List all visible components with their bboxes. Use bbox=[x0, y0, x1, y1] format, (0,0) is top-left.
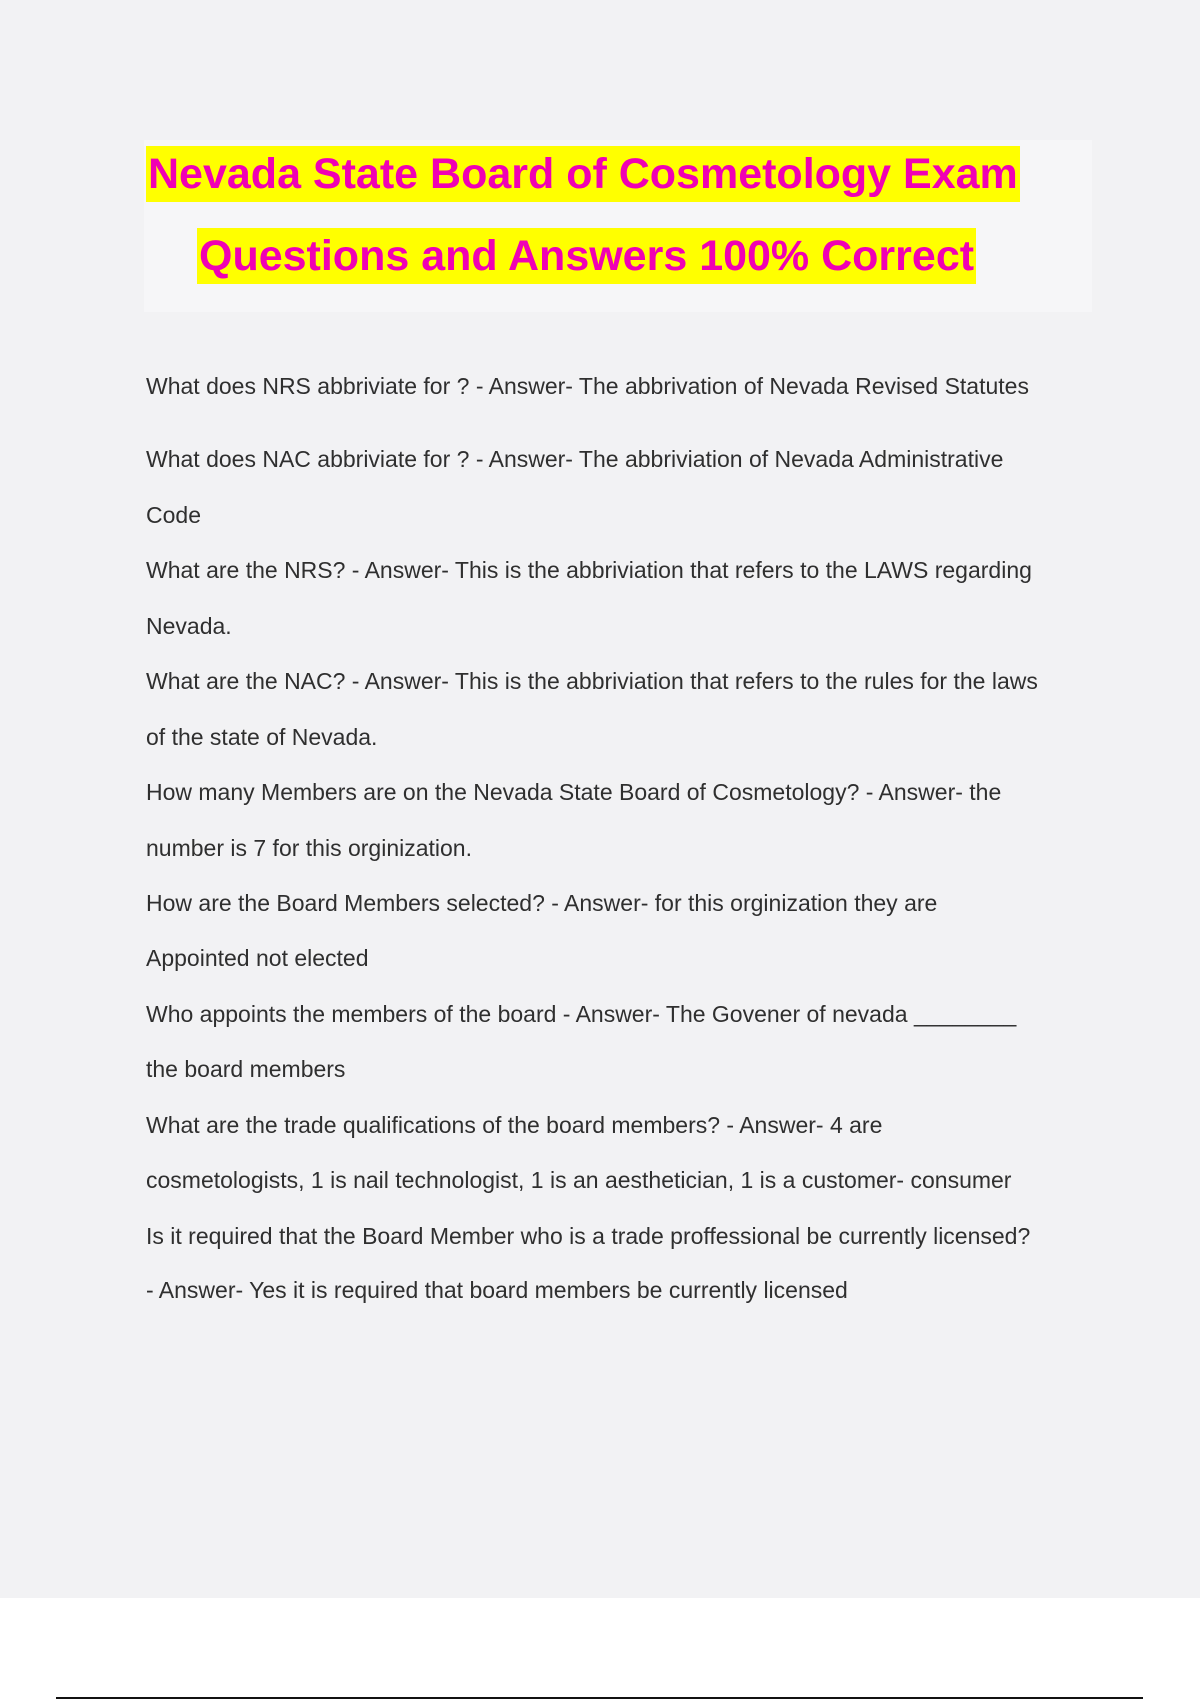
text-line: Code bbox=[146, 502, 201, 528]
text-line: How many Members are on the Nevada State Board of Cosmetology? - Answer- the bbox=[146, 779, 1002, 805]
page-bottom-rule bbox=[56, 1697, 1143, 1699]
text-line: Nevada. bbox=[146, 613, 232, 639]
text-line: - Answer- Yes it is required that board members be currently licensed bbox=[146, 1277, 848, 1303]
title-block bbox=[144, 140, 1092, 312]
text-line: of the state of Nevada. bbox=[146, 724, 378, 750]
text-line: number is 7 for this orginization. bbox=[146, 835, 472, 861]
text-line: What does NRS abbriviate for ? - Answer- The abbrivation of Nevada Revised Statutes bbox=[146, 373, 1029, 399]
text-line: the board members bbox=[146, 1056, 346, 1082]
text-line: Is it required that the Board Member who is a trade proffessional be currently licensed? bbox=[146, 1223, 1031, 1249]
text-line: What are the trade qualifications of the board members? - Answer- 4 are bbox=[146, 1112, 883, 1138]
text-line: Who appoints the members of the board - Answer- The Govener of nevada ________ bbox=[146, 1001, 1017, 1027]
text-line: Appointed not elected bbox=[146, 945, 369, 971]
document-title-line-2: Questions and Answers 100% Correct bbox=[197, 228, 976, 284]
text-line: What does NAC abbriviate for ? - Answer- The abbriviation of Nevada Administrative bbox=[146, 446, 1004, 472]
text-line: cosmetologists, 1 is nail technologist, 1 is an aesthetician, 1 is a customer- consumer bbox=[146, 1167, 1012, 1193]
text-line: How are the Board Members selected? - Answer- for this orginization they are bbox=[146, 890, 938, 916]
text-line: What are the NAC? - Answer- This is the abbriviation that refers to the rules for the laws bbox=[146, 668, 1038, 694]
text-line: What are the NRS? - Answer- This is the abbriviation that refers to the LAWS regarding bbox=[146, 557, 1032, 583]
document-title-line-1: Nevada State Board of Cosmetology Exam bbox=[146, 146, 1020, 202]
